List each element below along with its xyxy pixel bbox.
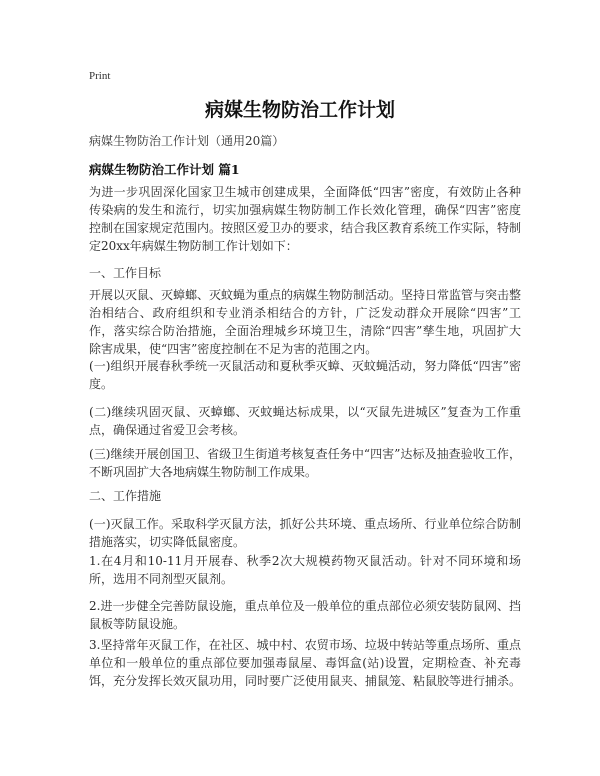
measure-item-2: 1.在4月和10-11月开展春、秋季2次大规模药物灭鼠活动。针对不同环境和场所，选用不同剂型灭鼠剂。 <box>89 554 521 586</box>
goals-paragraph: 开展以灭鼠、灭蟑螂、灭蚊蝇为重点的病媒生物防制活动。坚持日常监管与突击整治相结合、政府组织和专业消杀相结合的方针，广泛发动群众开展除“四害”工作，落实综合防治措施，全面治理城乡环境卫生，清除“四害”孳生地，巩固扩大除害成果，使“四害”密度控制在不足为害的范围之内。 <box>89 288 522 356</box>
measure-item-4: 3.坚持常年灭鼠工作，在社区、城中村、农贸市场、垃圾中转站等重点场所、重点单位和一般单位的重点部位要加强毒鼠屋、毒饵盒(站)设置，定期检查、补充毒饵，充分发挥长效灭鼠功用，同时要广泛使用鼠夹、捕鼠笼、粘鼠胶等进行捕杀。 <box>89 638 522 688</box>
measure-item-3: 2.进一步健全完善防鼠设施，重点单位及一般单位的重点部位必须安装防鼠网、挡鼠板等防鼠设施。 <box>89 599 521 631</box>
print-link[interactable]: Print <box>89 70 111 82</box>
heading-goals: 一、工作目标 <box>89 266 162 280</box>
document-subtitle: 病媒生物防治工作计划（通用20篇） <box>89 134 285 148</box>
section-title: 病媒生物防治工作计划 篇1 <box>89 162 240 177</box>
goal-item-2: (二)继续巩固灭鼠、灭蟑螂、灭蚊蝇达标成果，以“灭鼠先进城区”复查为工作重点，确保通过省爱卫会考核。 <box>89 405 521 437</box>
intro-paragraph: 为进一步巩固深化国家卫生城市创建成果，全面降低“四害”密度，有效防止各种传染病的发生和流行，切实加强病媒生物防制工作长效化管理，确保“四害”密度控制在国家规定范围内。按照区爱卫办的要求，结合我区教育系统工作实际，特制定20xx年病媒生物防制工作计划如下： <box>89 185 522 253</box>
heading-measures: 二、工作措施 <box>89 489 162 503</box>
document-title: 病媒生物防治工作计划 <box>204 99 395 121</box>
measure-item-1: (一)灭鼠工作。采取科学灭鼠方法，抓好公共环境、重点场所、行业单位综合防制措施落实，切实降低鼠密度。 <box>89 517 521 549</box>
goal-item-1: (一)组织开展春秋季统一灭鼠活动和夏秋季灭蟑、灭蚊蝇活动，努力降低“四害”密度。 <box>89 359 521 391</box>
goal-item-3: (三)继续开展创国卫、省级卫生街道考核复查任务中“四害”达标及抽查验收工作，不断巩固扩大各地病媒生物防制工作成果。 <box>89 447 521 479</box>
